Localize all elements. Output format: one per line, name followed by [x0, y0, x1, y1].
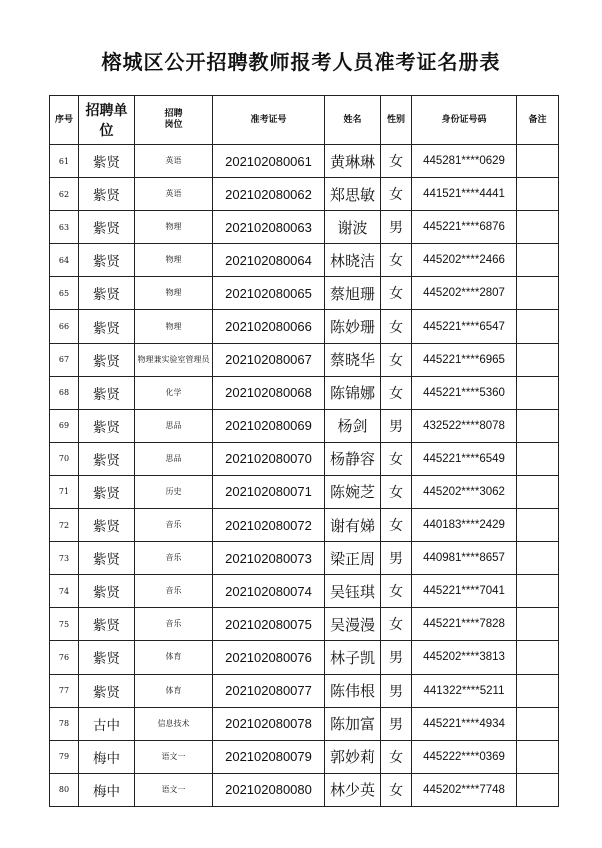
- row-id-no: 445222****0369: [412, 740, 517, 773]
- row-seq: 62: [50, 178, 79, 211]
- row-id-no: 445221****7828: [412, 608, 517, 641]
- table-row: [50, 409, 559, 442]
- table-row: [50, 509, 559, 542]
- row-remark: [517, 608, 559, 641]
- table-row: [50, 178, 559, 211]
- row-name: 谢有娣: [325, 509, 381, 542]
- row-name: 林晓洁: [325, 244, 381, 277]
- row-seq: 61: [50, 145, 79, 178]
- row-post: 英语: [135, 178, 213, 211]
- row-post: 英语: [135, 145, 213, 178]
- row-sex: 女: [381, 575, 412, 608]
- row-sex: 女: [381, 343, 412, 376]
- row-unit: 紫贤: [79, 475, 135, 508]
- row-remark: [517, 674, 559, 707]
- table-row: [50, 608, 559, 641]
- row-unit: 梅中: [79, 773, 135, 806]
- row-sex: 女: [381, 277, 412, 310]
- row-unit: 紫贤: [79, 277, 135, 310]
- row-post: 物理: [135, 310, 213, 343]
- row-sex: 男: [381, 707, 412, 740]
- table-row: [50, 244, 559, 277]
- row-unit: 紫贤: [79, 542, 135, 575]
- row-id-no: 445221****6549: [412, 442, 517, 475]
- row-seq: 69: [50, 409, 79, 442]
- table-row: [50, 740, 559, 773]
- row-name: 陈锦娜: [325, 376, 381, 409]
- header-unit: 招聘单位: [79, 96, 135, 145]
- row-unit: 紫贤: [79, 509, 135, 542]
- row-seq: 74: [50, 575, 79, 608]
- header-name: 姓名: [325, 96, 381, 145]
- row-name: 陈婉芝: [325, 475, 381, 508]
- row-name: 黄琳琳: [325, 145, 381, 178]
- row-exam-no: 202102080071: [213, 475, 325, 508]
- row-seq: 64: [50, 244, 79, 277]
- row-unit: 紫贤: [79, 244, 135, 277]
- row-seq: 65: [50, 277, 79, 310]
- row-sex: 女: [381, 145, 412, 178]
- row-name: 林少英: [325, 773, 381, 806]
- row-sex: 女: [381, 509, 412, 542]
- header-id-no: 身份证号码: [412, 96, 517, 145]
- row-sex: 男: [381, 674, 412, 707]
- row-seq: 71: [50, 475, 79, 508]
- header-exam-no: 准考证号: [213, 96, 325, 145]
- row-exam-no: 202102080078: [213, 707, 325, 740]
- table-row: [50, 376, 559, 409]
- row-exam-no: 202102080072: [213, 509, 325, 542]
- row-name: 杨剑: [325, 409, 381, 442]
- row-sex: 男: [381, 641, 412, 674]
- table-row: [50, 343, 559, 376]
- roster-table: [49, 95, 559, 807]
- row-id-no: 445221****6876: [412, 211, 517, 244]
- row-remark: [517, 145, 559, 178]
- table-row: [50, 641, 559, 674]
- table-row: [50, 575, 559, 608]
- table-row: [50, 277, 559, 310]
- row-unit: 紫贤: [79, 343, 135, 376]
- row-seq: 76: [50, 641, 79, 674]
- table-row: [50, 475, 559, 508]
- row-sex: 女: [381, 442, 412, 475]
- row-id-no: 445221****6965: [412, 343, 517, 376]
- header-post: [135, 96, 213, 145]
- row-exam-no: 202102080075: [213, 608, 325, 641]
- row-id-no: 445221****4934: [412, 707, 517, 740]
- row-exam-no: 202102080063: [213, 211, 325, 244]
- row-id-no: 445202****7748: [412, 773, 517, 806]
- row-post: 信息技术: [135, 707, 213, 740]
- row-post: 音乐: [135, 509, 213, 542]
- table-row: [50, 773, 559, 806]
- row-post: 音乐: [135, 608, 213, 641]
- row-post: 物理: [135, 211, 213, 244]
- table-row: [50, 674, 559, 707]
- row-seq: 79: [50, 740, 79, 773]
- row-name: 郭妙莉: [325, 740, 381, 773]
- row-sex: 男: [381, 409, 412, 442]
- row-sex: 男: [381, 211, 412, 244]
- row-exam-no: 202102080073: [213, 542, 325, 575]
- row-unit: 紫贤: [79, 608, 135, 641]
- row-unit: 梅中: [79, 740, 135, 773]
- row-post: 物理: [135, 277, 213, 310]
- row-exam-no: 202102080066: [213, 310, 325, 343]
- row-sex: 女: [381, 740, 412, 773]
- row-unit: 紫贤: [79, 178, 135, 211]
- row-unit: 古中: [79, 707, 135, 740]
- row-exam-no: 202102080077: [213, 674, 325, 707]
- row-remark: [517, 211, 559, 244]
- row-name: 谢波: [325, 211, 381, 244]
- row-id-no: 445221****7041: [412, 575, 517, 608]
- row-sex: 女: [381, 310, 412, 343]
- row-seq: 78: [50, 707, 79, 740]
- row-seq: 72: [50, 509, 79, 542]
- row-remark: [517, 409, 559, 442]
- row-sex: 女: [381, 608, 412, 641]
- row-name: 陈加富: [325, 707, 381, 740]
- row-sex: 女: [381, 244, 412, 277]
- row-remark: [517, 707, 559, 740]
- row-seq: 77: [50, 674, 79, 707]
- row-id-no: 432522****8078: [412, 409, 517, 442]
- row-id-no: 445221****5360: [412, 376, 517, 409]
- row-sex: 男: [381, 542, 412, 575]
- header-seq: 序号: [50, 96, 79, 145]
- row-id-no: 441521****4441: [412, 178, 517, 211]
- row-unit: 紫贤: [79, 641, 135, 674]
- row-name: 吴漫漫: [325, 608, 381, 641]
- row-name: 郑思敏: [325, 178, 381, 211]
- row-remark: [517, 475, 559, 508]
- row-id-no: 441322****5211: [412, 674, 517, 707]
- row-post: 思品: [135, 442, 213, 475]
- row-unit: 紫贤: [79, 376, 135, 409]
- row-sex: 女: [381, 178, 412, 211]
- header-sex: 性别: [381, 96, 412, 145]
- row-name: 梁正周: [325, 542, 381, 575]
- row-remark: [517, 442, 559, 475]
- row-unit: 紫贤: [79, 442, 135, 475]
- table-row: [50, 707, 559, 740]
- header-post-line1: 招聘: [164, 109, 183, 119]
- row-unit: 紫贤: [79, 575, 135, 608]
- row-unit: 紫贤: [79, 211, 135, 244]
- row-seq: 80: [50, 773, 79, 806]
- row-post: 体育: [135, 641, 213, 674]
- row-remark: [517, 343, 559, 376]
- row-exam-no: 202102080080: [213, 773, 325, 806]
- row-id-no: 445281****0629: [412, 145, 517, 178]
- row-id-no: 445202****3813: [412, 641, 517, 674]
- row-remark: [517, 310, 559, 343]
- row-remark: [517, 740, 559, 773]
- header-post-line2: 岗位: [164, 120, 183, 130]
- row-exam-no: 202102080074: [213, 575, 325, 608]
- row-exam-no: 202102080068: [213, 376, 325, 409]
- row-post: 物理: [135, 244, 213, 277]
- row-id-no: 445221****6547: [412, 310, 517, 343]
- table-row: [50, 145, 559, 178]
- row-remark: [517, 575, 559, 608]
- row-seq: 66: [50, 310, 79, 343]
- table-row: [50, 211, 559, 244]
- row-name: 吴钰琪: [325, 575, 381, 608]
- row-exam-no: 202102080079: [213, 740, 325, 773]
- row-post: 语文一: [135, 740, 213, 773]
- row-seq: 73: [50, 542, 79, 575]
- row-post: 音乐: [135, 575, 213, 608]
- row-remark: [517, 178, 559, 211]
- row-seq: 67: [50, 343, 79, 376]
- row-remark: [517, 542, 559, 575]
- row-id-no: 440183****2429: [412, 509, 517, 542]
- row-unit: 紫贤: [79, 145, 135, 178]
- row-exam-no: 202102080065: [213, 277, 325, 310]
- row-seq: 70: [50, 442, 79, 475]
- table-row: [50, 542, 559, 575]
- roster-body: [50, 145, 559, 807]
- row-name: 蔡晓华: [325, 343, 381, 376]
- row-id-no: 445202****3062: [412, 475, 517, 508]
- row-unit: 紫贤: [79, 310, 135, 343]
- row-seq: 63: [50, 211, 79, 244]
- row-post: 音乐: [135, 542, 213, 575]
- row-id-no: 445202****2466: [412, 244, 517, 277]
- row-id-no: 440981****8657: [412, 542, 517, 575]
- row-remark: [517, 244, 559, 277]
- row-remark: [517, 376, 559, 409]
- row-sex: 女: [381, 475, 412, 508]
- row-sex: 女: [381, 773, 412, 806]
- row-post: 化学: [135, 376, 213, 409]
- row-seq: 75: [50, 608, 79, 641]
- row-name: 杨静容: [325, 442, 381, 475]
- row-post: 语文一: [135, 773, 213, 806]
- document-title: 榕城区公开招聘教师报考人员准考证名册表: [101, 50, 501, 74]
- row-sex: 女: [381, 376, 412, 409]
- table-row: [50, 442, 559, 475]
- row-post: 历史: [135, 475, 213, 508]
- row-unit: 紫贤: [79, 409, 135, 442]
- row-name: 蔡旭珊: [325, 277, 381, 310]
- row-exam-no: 202102080070: [213, 442, 325, 475]
- row-unit: 紫贤: [79, 674, 135, 707]
- row-post: 物理兼实验室管理员: [135, 343, 213, 376]
- row-exam-no: 202102080061: [213, 145, 325, 178]
- row-exam-no: 202102080076: [213, 641, 325, 674]
- header-remark: 备注: [517, 96, 559, 145]
- row-name: 陈妙珊: [325, 310, 381, 343]
- row-exam-no: 202102080069: [213, 409, 325, 442]
- row-id-no: 445202****2807: [412, 277, 517, 310]
- row-name: 林子凯: [325, 641, 381, 674]
- row-name: 陈伟根: [325, 674, 381, 707]
- row-post: 思品: [135, 409, 213, 442]
- row-remark: [517, 509, 559, 542]
- row-exam-no: 202102080064: [213, 244, 325, 277]
- row-exam-no: 202102080062: [213, 178, 325, 211]
- row-post: 体育: [135, 674, 213, 707]
- row-exam-no: 202102080067: [213, 343, 325, 376]
- row-remark: [517, 277, 559, 310]
- row-remark: [517, 773, 559, 806]
- table-row: [50, 310, 559, 343]
- row-seq: 68: [50, 376, 79, 409]
- row-remark: [517, 641, 559, 674]
- header-row: [50, 96, 559, 145]
